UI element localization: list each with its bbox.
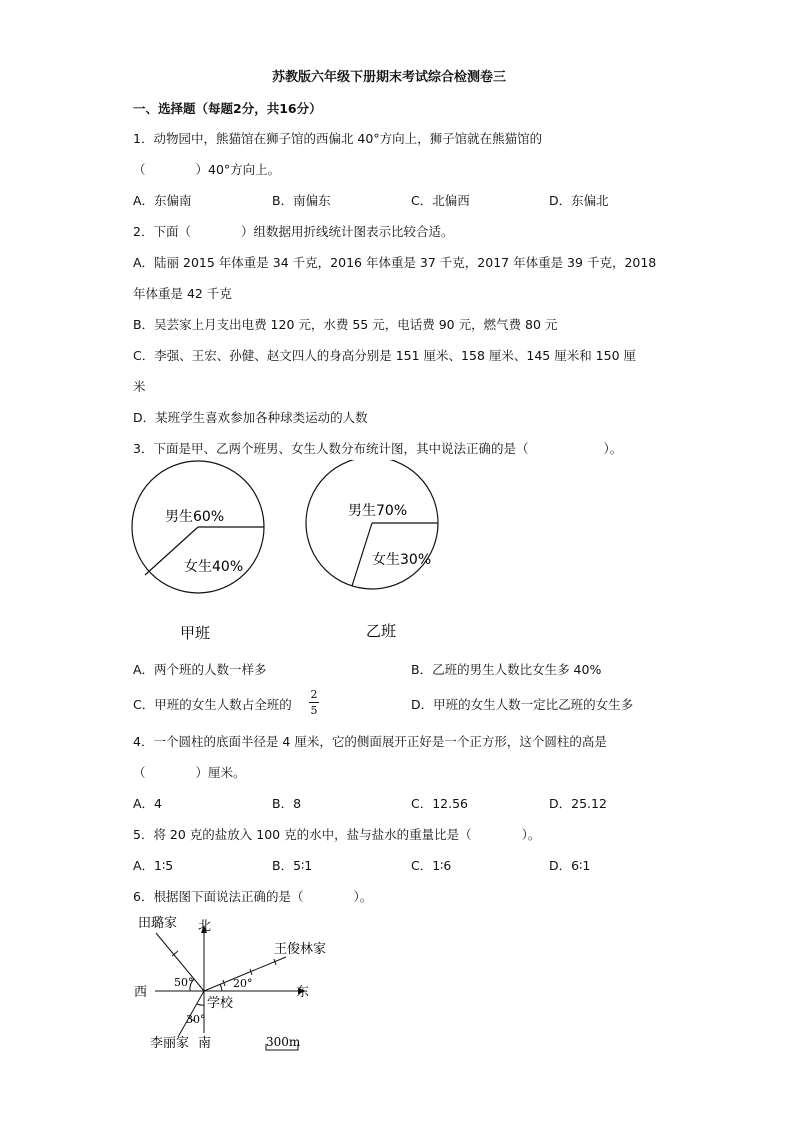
question-5-option-b: B．5∶1 xyxy=(272,858,313,873)
pie-charts xyxy=(0,460,794,660)
question-5-option-c: C．1∶6 xyxy=(411,858,452,873)
question-2-option-b: B．吴芸家上月支出电费 120 元，水费 55 元，电话费 90 元，燃气费 80 元 xyxy=(133,317,558,332)
map-arc-20 xyxy=(220,984,222,991)
question-1-option-b: B．南偏东 xyxy=(272,193,331,208)
question-2-option-a-line-1: A．陆丽 2015 年体重是 34 千克，2016 年体重是 37 千克，2017 年体重是 39 千克，2018 xyxy=(133,255,657,270)
pie-b-female-label: 女生30% xyxy=(372,552,432,568)
question-5-stem: 5．将 20 克的盐放入 100 克的水中，盐与盐水的重量比是（ ）。 xyxy=(133,827,541,842)
map-arc-30 xyxy=(197,1004,204,1005)
question-4-option-c: C．12.56 xyxy=(411,796,469,811)
question-2-option-a-line-2: 年体重是 42 千克 xyxy=(133,286,232,301)
pie-a-female-label: 女生40% xyxy=(184,559,244,575)
map-label-east: 东 xyxy=(296,985,310,1000)
question-3-stem: 3．下面是甲、乙两个班男、女生人数分布统计图，其中说法正确的是（ ）。 xyxy=(133,441,623,456)
map-label-ang20: 20° xyxy=(233,977,253,990)
map-label-south: 南 xyxy=(198,1036,212,1051)
map-label-wang: 王俊林家 xyxy=(274,942,327,957)
fraction-bar xyxy=(309,702,319,703)
question-6-stem: 6．根据图下面说法正确的是（ ）。 xyxy=(133,889,373,904)
question-2-option-c-line-1: C．李强、王宏、孙健、赵文四人的身高分别是 151 厘米、158 厘米、145 厘米和 150 厘 xyxy=(133,348,637,363)
direction-map xyxy=(0,905,794,1055)
question-2-option-c-line-2: 米 xyxy=(133,379,146,394)
question-2-option-d: D．某班学生喜欢参加各种球类运动的人数 xyxy=(133,410,368,425)
question-1-option-c: C．北偏西 xyxy=(411,193,470,208)
question-3-option-c: C．甲班的女生人数占全班的 xyxy=(133,697,292,712)
map-label-school: 学校 xyxy=(207,996,234,1011)
question-4-line-2: （ ）厘米。 xyxy=(133,765,246,780)
question-4-line-1: 4．一个圆柱的底面半径是 4 厘米，它的侧面展开正好是一个正方形，这个圆柱的高是 xyxy=(133,734,607,749)
pie-b-caption: 乙班 xyxy=(366,622,397,640)
map-label-west: 西 xyxy=(134,985,148,1000)
page-title: 苏教版六年级下册期末考试综合检测卷三 xyxy=(272,70,507,85)
question-4-option-d: D．25.12 xyxy=(549,796,607,811)
pie-b-male-label: 男生70% xyxy=(348,503,408,519)
question-5-option-a: A．1∶5 xyxy=(133,858,174,873)
question-1-option-d: D．东偏北 xyxy=(549,193,609,208)
section-heading: 一、选择题（每题2分，共16分） xyxy=(133,101,322,116)
pie-b-divider-slanted xyxy=(352,523,372,586)
question-1-line-2: （ ）40°方向上。 xyxy=(133,162,281,177)
pie-a-caption: 甲班 xyxy=(180,624,211,642)
fraction-denominator: 5 xyxy=(310,704,318,717)
question-4-option-b: B．8 xyxy=(272,796,302,811)
map-label-north: 北 xyxy=(198,919,212,934)
question-1-option-a: A．东偏南 xyxy=(133,193,192,208)
map-label-li: 李丽家 xyxy=(150,1036,190,1051)
question-4-option-a: A．4 xyxy=(133,796,163,811)
map-label-ang30: 30° xyxy=(186,1013,206,1026)
map-scale-label: 300m xyxy=(266,1035,301,1049)
map-label-ang50: 50° xyxy=(174,976,194,989)
question-2-stem: 2．下面（ ）组数据用折线统计图表示比较合适。 xyxy=(133,224,454,239)
question-3-option-a: A．两个班的人数一样多 xyxy=(133,662,267,677)
map-label-tian: 田璐家 xyxy=(138,916,178,931)
question-5-option-d: D．6∶1 xyxy=(549,858,591,873)
question-1-line-1: 1．动物园中，熊猫馆在狮子馆的西偏北 40°方向上，狮子馆就在熊猫馆的 xyxy=(133,131,543,146)
pie-a-male-label: 男生60% xyxy=(165,509,225,525)
question-3-option-d: D．甲班的女生人数一定比乙班的女生多 xyxy=(411,697,634,712)
fraction-numerator: 2 xyxy=(310,688,318,701)
question-3-option-b: B．乙班的男生人数比女生多 40% xyxy=(411,662,602,677)
